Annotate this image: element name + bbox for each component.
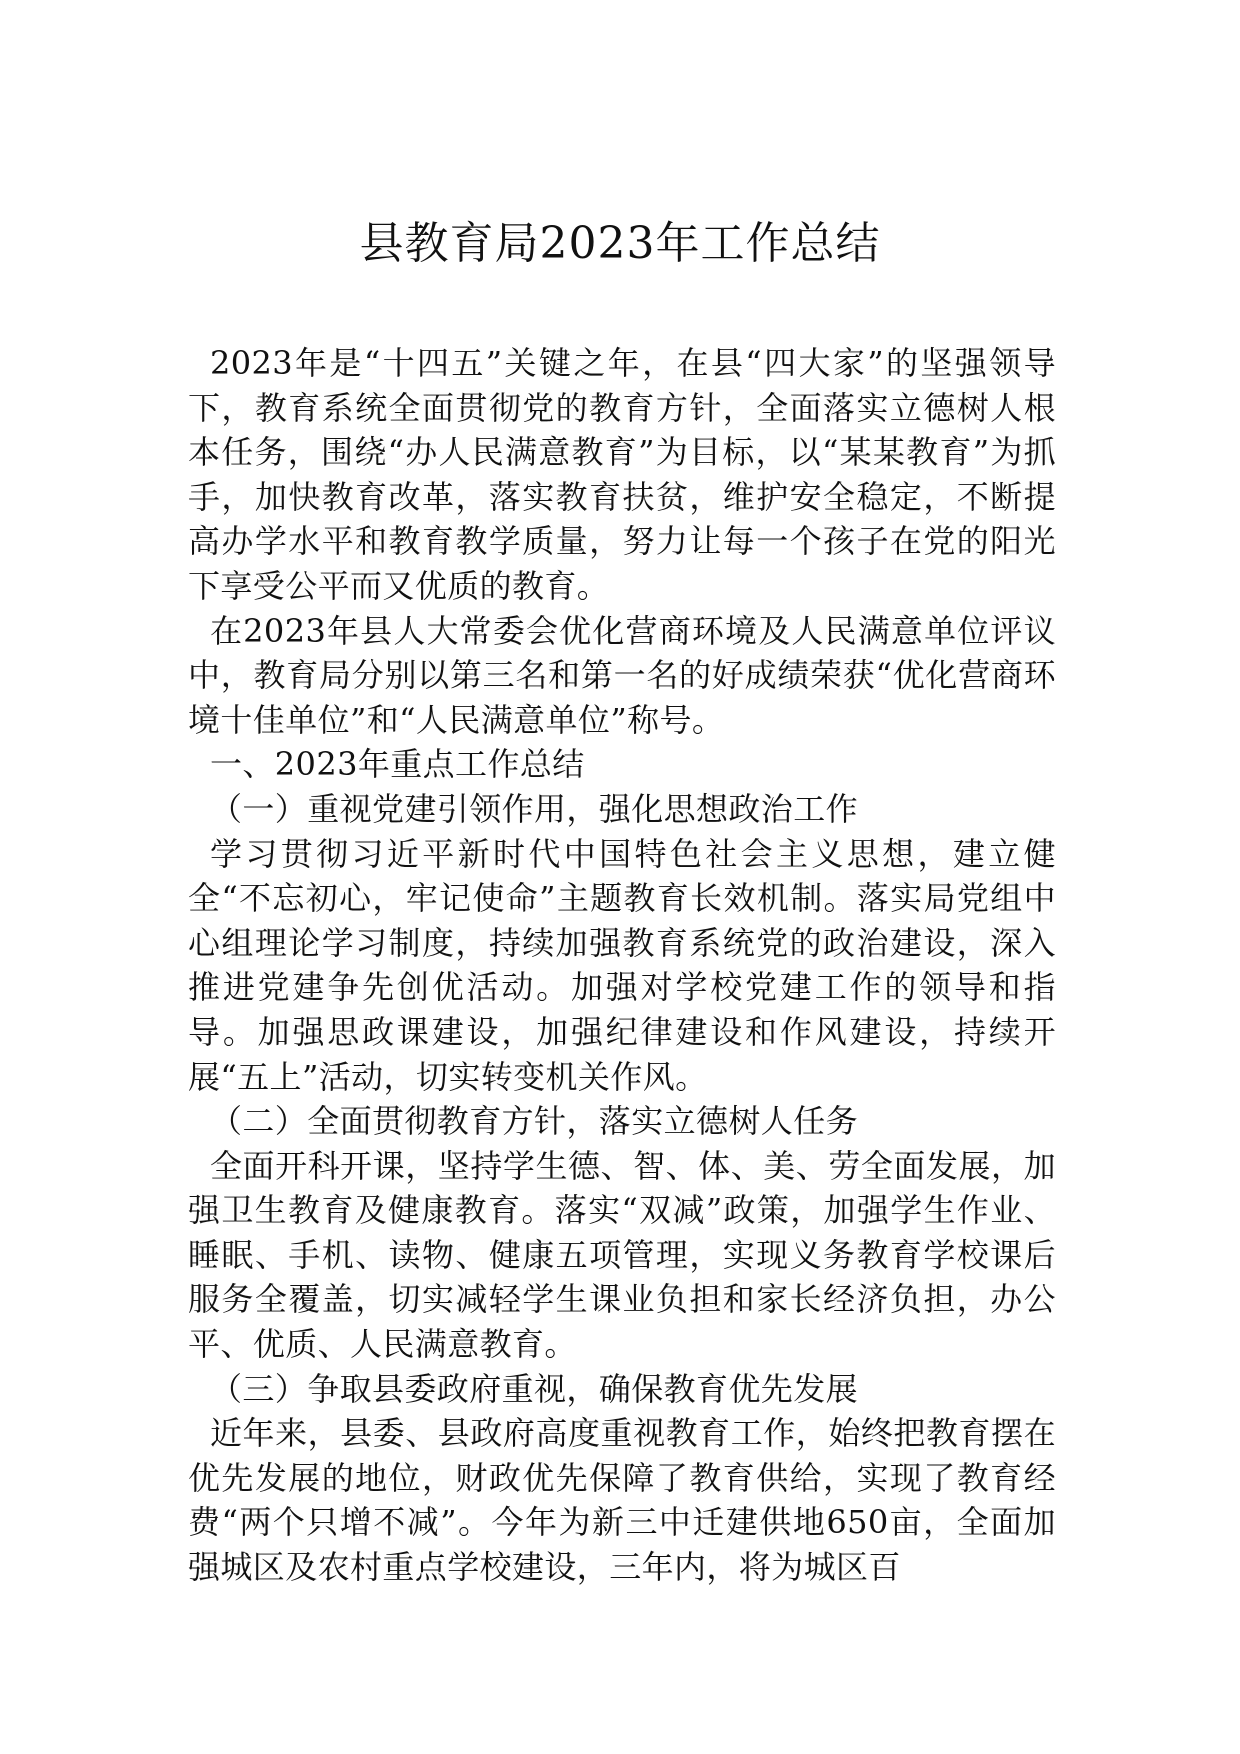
subsection-paragraph-3: 近年来，县委、县政府高度重视教育工作，始终把教育摆在优先发展的地位，财政优先保障了教育供给，实现了教育经费“两个只增不减”。今年为新三中迁建供地650亩，全面加强城区及农村重点学校建设，三年内，将为城区百 bbox=[188, 1414, 1056, 1587]
subsection-heading-1: （一）重视党建引领作用，强化思想政治工作 bbox=[210, 789, 859, 828]
subsection-heading-2: （二）全面贯彻教育方针，落实立德树人任务 bbox=[210, 1102, 859, 1141]
section-heading-1: 一、2023年重点工作总结 bbox=[210, 745, 585, 784]
document-title: 县教育局2023年工作总结 bbox=[359, 218, 881, 269]
subsection-paragraph-2: 全面开科开课，坚持学生德、智、体、美、劳全面发展，加强卫生教育及健康教育。落实“双减”政策，加强学生作业、睡眠、手机、读物、健康五项管理，实现义务教育学校课后服务全覆盖，切实减轻学生课业负担和家长经济负担，办公平、优质、人民满意教育。 bbox=[188, 1146, 1056, 1364]
award-paragraph: 在2023年县人大常委会优化营商环境及人民满意单位评议中，教育局分别以第三名和第一名的好成绩荣获“优化营商环境十佳单位”和“人民满意单位”称号。 bbox=[188, 611, 1056, 739]
subsection-heading-3: （三）争取县委政府重视，确保教育优先发展 bbox=[210, 1369, 859, 1408]
subsection-paragraph-1: 学习贯彻习近平新时代中国特色社会主义思想，建立健全“不忘初心，牢记使命”主题教育长效机制。落实局党组中心组理论学习制度，持续加强教育系统党的政治建设，深入推进党建争先创优活动。加强对学校党建工作的领导和指导。加强思政课建设，加强纪律建设和作风建设，持续开展“五上”活动，切实转变机关作风。 bbox=[188, 834, 1056, 1096]
document-body bbox=[188, 341, 1056, 1590]
intro-paragraph: 2023年是“十四五”关键之年，在县“四大家”的坚强领导下，教育系统全面贯彻党的教育方针，全面落实立德树人根本任务，围绕“办人民满意教育”为目标，以“某某教育”为抓手，加快教育改革，落实教育扶贫，维护安全稳定，不断提高办学水平和教育教学质量，努力让每一个孩子在党的阳光下享受公平而又优质的教育。 bbox=[188, 344, 1056, 605]
